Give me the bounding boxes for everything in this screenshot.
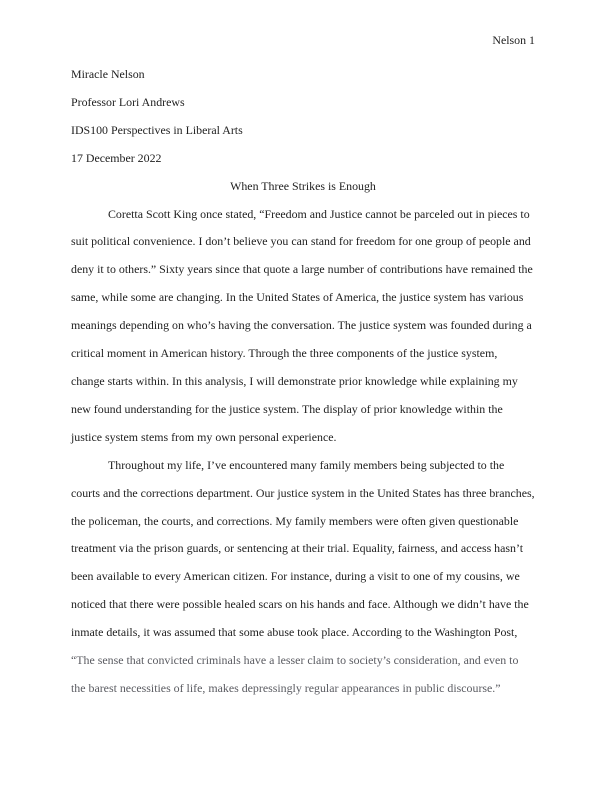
paragraph-1-line: same, while some are changing. In the United States of America, the justice system has various (71, 290, 524, 305)
paragraph-2-line: treatment via the prison guards, or sentencing at their trial. Equality, fairness, and access hasn’t (71, 541, 524, 556)
paragraph-1-line: meanings depending on who’s having the conversation. The justice system was founded during a (71, 318, 532, 333)
paragraph-2-line: noticed that there were possible healed scars on his hands and face. Although we didn’t have the (71, 597, 529, 612)
running-head-page-number: Nelson 1 (492, 33, 535, 47)
paragraph-1-line: deny it to others.” Sixty years since that quote a large number of contributions have remained the (71, 262, 533, 277)
paragraph-1-line: justice system stems from my own personal experience. (71, 429, 337, 444)
essay-body (71, 61, 535, 703)
paragraph-2-quote-line: the barest necessities of life, makes depressingly regular appearances in public discourse.” (71, 680, 501, 695)
paragraph-1-line: critical moment in American history. Through the three components of the justice system, (71, 346, 498, 361)
paragraph-2-line: the policeman, the courts, and corrections. My family members were often given questionable (71, 513, 519, 528)
paragraph-2-line: inmate details, it was assumed that some abuse took place. According to the Washington Post, (71, 625, 518, 640)
paragraph-2-line: Throughout my life, I’ve encountered many family members being subjected to the (108, 457, 505, 472)
paragraph-1-line: new found understanding for the justice system. The display of prior knowledge within the (71, 401, 503, 416)
heading-professor: Professor Lori Andrews (71, 94, 185, 109)
essay-title: When Three Strikes is Enough (230, 178, 376, 193)
paragraph-1-line: Coretta Scott King once stated, “Freedom and Justice cannot be parceled out in pieces to (108, 206, 530, 221)
paragraph-2-line: courts and the corrections department. Our justice system in the United States has three branches, (71, 485, 535, 500)
paragraph-1-line: suit political convenience. I don’t believe you can stand for freedom for one group of people and (71, 234, 531, 249)
paragraph-2-line: been available to every American citizen. For instance, during a visit to one of my cousins, we (71, 569, 520, 584)
heading-course: IDS100 Perspectives in Liberal Arts (71, 122, 243, 137)
paragraph-2-quote-line: “The sense that convicted criminals have a lesser claim to society’s consideration, and even to (71, 653, 519, 668)
paragraph-1-line: change starts within. In this analysis, I will demonstrate prior knowledge while explaining my (71, 373, 518, 388)
heading-date: 17 December 2022 (71, 150, 162, 165)
heading-author: Miracle Nelson (71, 67, 145, 81)
